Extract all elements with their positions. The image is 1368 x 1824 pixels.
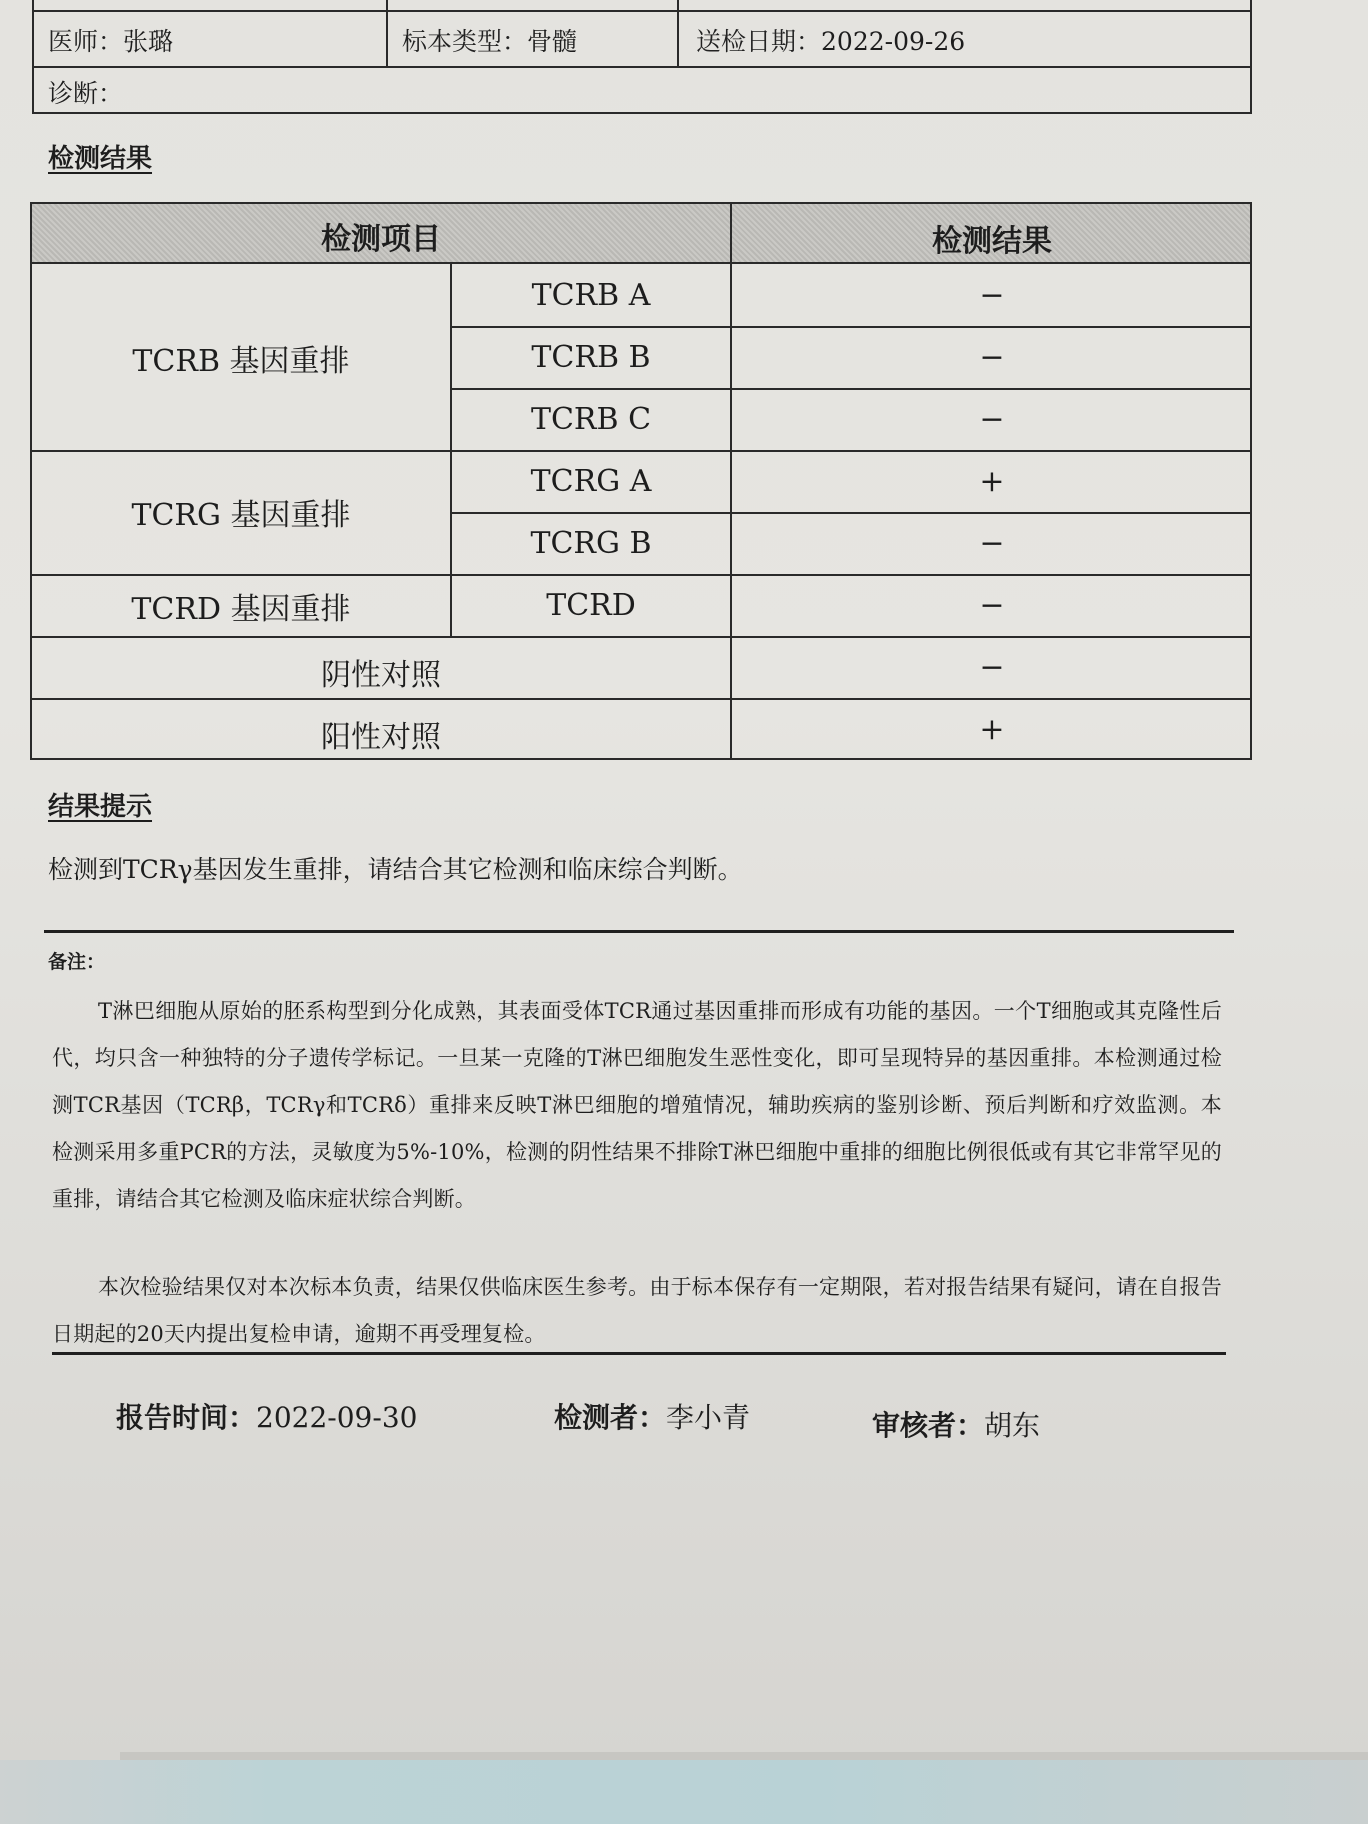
hint-text: 检测到TCRγ基因发生重排，请结合其它检测和临床综合判断。 bbox=[48, 855, 743, 884]
result-tcrd: − bbox=[979, 588, 1005, 623]
date-value: 2022-09-26 bbox=[821, 27, 966, 56]
item-tcrg-a: TCRG A bbox=[530, 464, 652, 499]
report-time-field bbox=[116, 1396, 417, 1436]
tester-field bbox=[554, 1396, 750, 1436]
date-field bbox=[696, 22, 965, 58]
item-tcrb-a: TCRB A bbox=[531, 278, 651, 313]
control-positive-result: + bbox=[979, 712, 1005, 747]
item-tcrg-b: TCRG B bbox=[530, 526, 652, 561]
notes-paragraph-1: T淋巴细胞从原始的胚系构型到分化成熟，其表面受体TCR通过基因重排而形成有功能的基因。一个T细胞或其克隆性后代，均只含一种独特的分子遗传学标记。一旦某一克隆的T淋巴细胞发生恶性变化，即可呈现特异的基因重排。本检测通过检测TCR基因（TCRβ，TCRγ和TCRδ）重排来反映T淋巴细胞的增殖情况，辅助疾病的鉴别诊断、预后判断和疗效监测。本检测采用多重PCR的方法，灵敏度为5%-10%，检测的阴性结果不排除T淋巴细胞中重排的细胞比例很低或有其它非常罕见的重排，请结合其它检测及临床症状综合判断。 bbox=[52, 999, 1222, 1211]
group-name-tcrg: TCRG 基因重排 bbox=[131, 498, 351, 533]
header-result: 检测结果 bbox=[932, 224, 1052, 259]
group-name-tcrb: TCRB 基因重排 bbox=[132, 344, 350, 379]
results-section-title: 检测结果 bbox=[48, 144, 153, 174]
divider-bottom bbox=[52, 1352, 1226, 1355]
notes-paragraph-2: 本次检验结果仅对本次标本负责，结果仅供临床医生参考。由于标本保存有一定期限，若对报告结果有疑问，请在自报告日期起的20天内提出复检申请，逾期不再受理复检。 bbox=[52, 1275, 1222, 1346]
patient-info-table bbox=[32, 0, 1252, 114]
result-tcrb-a: − bbox=[979, 278, 1005, 313]
report-time-value: 2022-09-30 bbox=[256, 1401, 418, 1434]
doctor-label: 医师： bbox=[48, 27, 124, 56]
result-tcrb-c: − bbox=[979, 402, 1005, 437]
tester-label: 检测者： bbox=[554, 1401, 667, 1434]
item-tcrb-b: TCRB B bbox=[531, 340, 651, 375]
report-time-label: 报告时间： bbox=[116, 1401, 257, 1434]
header-item: 检测项目 bbox=[321, 222, 441, 257]
background-surface bbox=[0, 1760, 1368, 1824]
reviewer-field bbox=[872, 1404, 1040, 1444]
control-negative-name: 阴性对照 bbox=[321, 658, 441, 693]
results-table bbox=[30, 202, 1252, 760]
hint-section-title: 结果提示 bbox=[48, 792, 153, 822]
doctor-field bbox=[48, 22, 173, 58]
result-tcrg-b: − bbox=[979, 526, 1005, 561]
result-tcrb-b: − bbox=[979, 340, 1005, 375]
control-positive-name: 阳性对照 bbox=[321, 720, 441, 755]
group-name-tcrd: TCRD 基因重排 bbox=[131, 592, 351, 627]
result-tcrg-a: + bbox=[979, 464, 1005, 499]
specimen-field bbox=[402, 22, 577, 58]
divider-top bbox=[44, 930, 1234, 933]
item-tcrd: TCRD bbox=[546, 588, 636, 623]
control-negative-result: − bbox=[979, 650, 1005, 685]
specimen-label: 标本类型： bbox=[402, 27, 528, 56]
specimen-value: 骨髓 bbox=[527, 27, 578, 56]
item-tcrb-c: TCRB C bbox=[530, 402, 652, 437]
reviewer-value: 胡东 bbox=[984, 1409, 1041, 1442]
notes-label: 备注： bbox=[48, 951, 106, 973]
tester-value: 李小青 bbox=[666, 1401, 751, 1434]
diagnosis-label: 诊断： bbox=[48, 79, 124, 108]
reviewer-label: 审核者： bbox=[872, 1409, 985, 1442]
date-label: 送检日期： bbox=[696, 27, 822, 56]
doctor-value: 张璐 bbox=[123, 27, 174, 56]
